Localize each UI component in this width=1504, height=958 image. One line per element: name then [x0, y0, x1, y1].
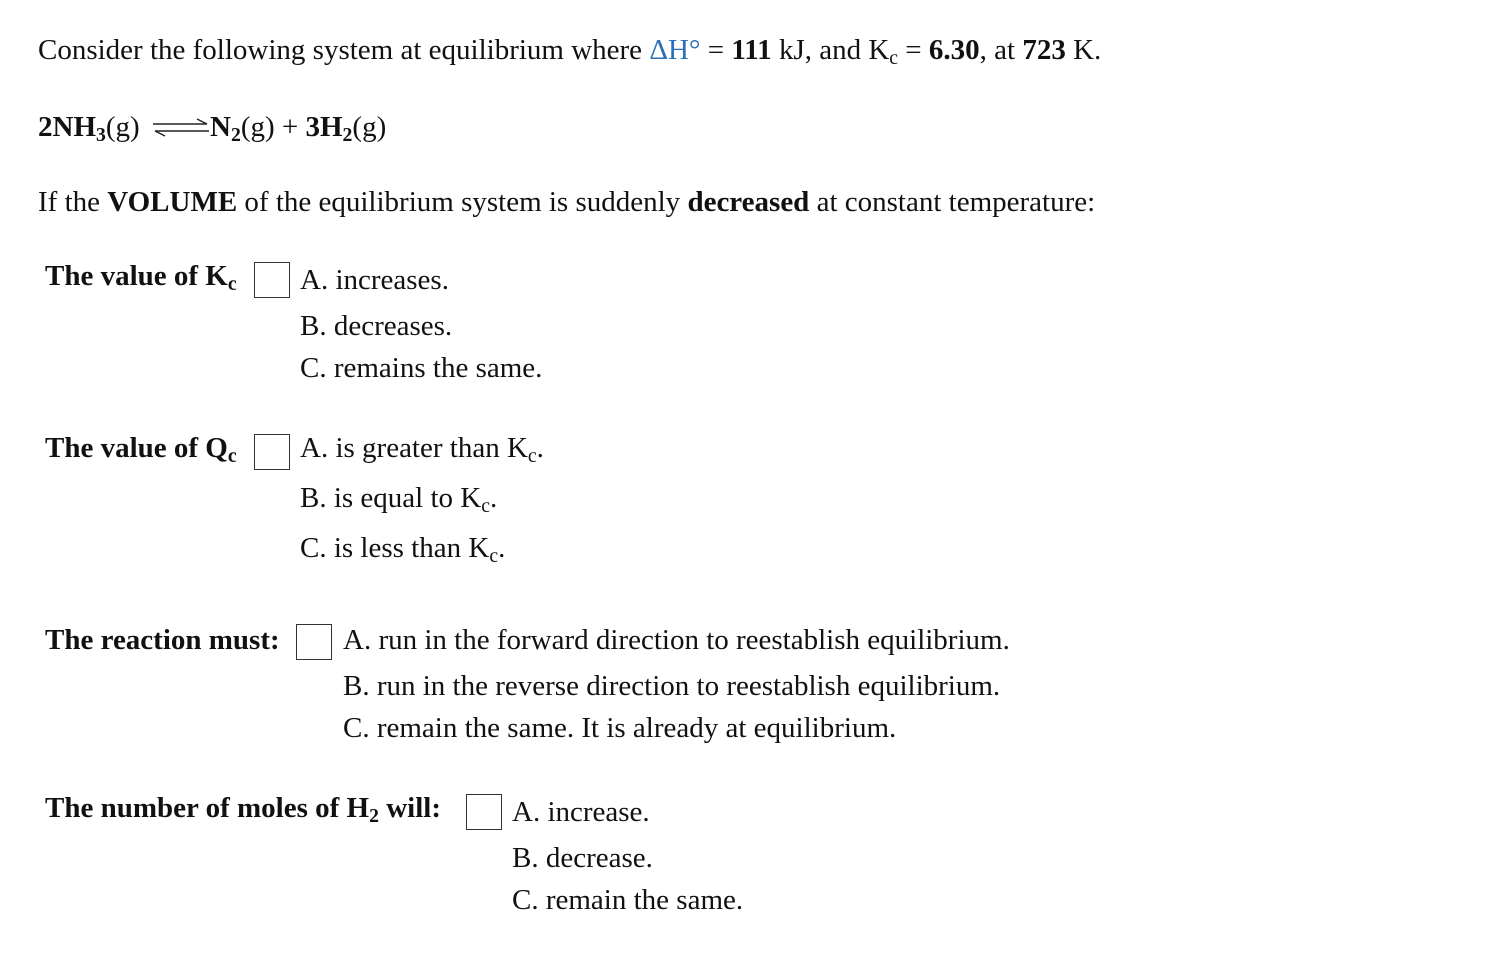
- moles-option-b: B. decrease.: [512, 842, 653, 874]
- question-qc-label: The value of $Q_c$: [45, 432, 237, 467]
- delta-h-symbol: ΔH°: [649, 34, 701, 66]
- kc-answer-box[interactable]: [254, 262, 290, 298]
- qc-option-c: C. is less than $K_c$.: [300, 532, 506, 567]
- delta-h-value: 111: [731, 34, 772, 66]
- temperature-value: 723: [1022, 34, 1066, 66]
- reaction-answer-box[interactable]: [296, 624, 332, 660]
- moles-option-c: C. remain the same.: [512, 884, 744, 916]
- equilibrium-arrow-icon: [151, 118, 211, 138]
- qc-answer-box[interactable]: [254, 434, 290, 470]
- reaction-products: $N_2(g) + 3H_2(g)$: [210, 111, 387, 146]
- moles-option-a: A. increase.: [512, 796, 650, 828]
- reaction-option-b: B. run in the reverse direction to reestablish equilibrium.: [343, 670, 1001, 702]
- kc-option-a: A. increases.: [300, 264, 449, 296]
- kc-value: 6.30: [928, 34, 980, 66]
- question-moles-label: The number of moles of $H_2$ will:: [45, 792, 441, 827]
- question-kc-label: The value of $K_c$: [45, 260, 237, 295]
- qc-option-b: B. is equal to $K_c$.: [300, 482, 498, 517]
- reactant: $2NH_3(g)$: [38, 111, 140, 146]
- moles-answer-box[interactable]: [466, 794, 502, 830]
- kc-option-b: B. decreases.: [300, 310, 453, 342]
- qc-option-a: A. is greater than $K_c$.: [300, 432, 544, 467]
- reaction-option-a: A. run in the forward direction to reestablish equilibrium.: [343, 624, 1010, 656]
- condition-text: If the VOLUME of the equilibrium system is suddenly decreased at constant temperature:: [38, 186, 1096, 218]
- reaction-option-c: C. remain the same. It is already at equilibrium.: [343, 712, 897, 744]
- reaction-equation: [38, 111, 140, 144]
- kc-option-c: C. remains the same.: [300, 352, 543, 384]
- intro-text: Consider the following system at equilibrium where ΔH° = 111 kJ, and $K_c = 6.30$, at 723 K.: [38, 34, 1102, 69]
- question-reaction-label: The reaction must:: [45, 624, 280, 656]
